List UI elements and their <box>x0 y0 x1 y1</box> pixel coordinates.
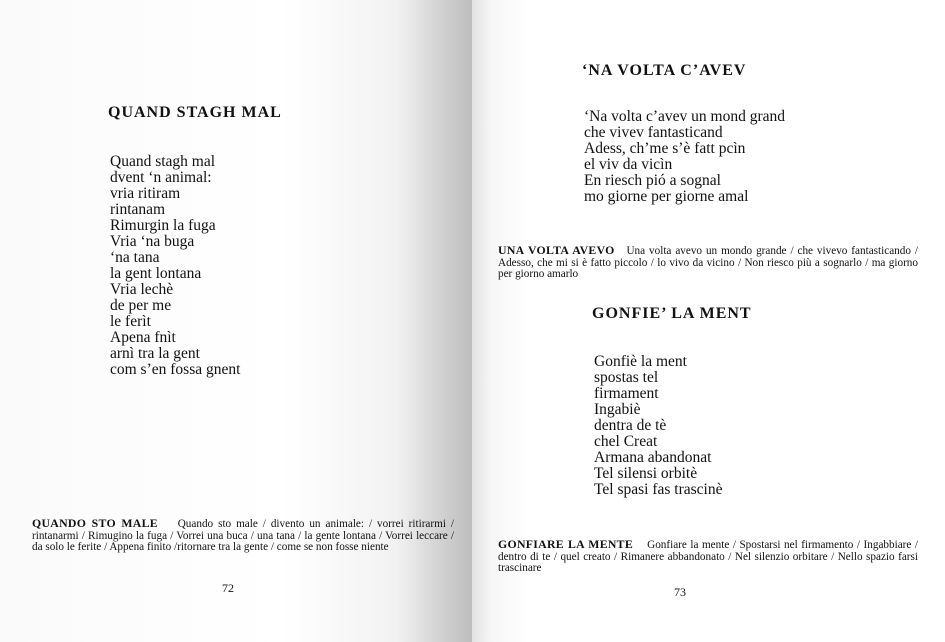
translation-text: Quando sto male / divento un animale: / vorrei ritirarmi / rintanarmi / Rimugino la fuga / Vorrei una buca / una tana / la gente lontana / Vorrei leccare / da solo le ferite / Appena finito /ritornare tra la gente / come se non fosse niente <box>32 518 454 553</box>
poem-line: firmament <box>594 385 659 402</box>
poem-line: de per me <box>110 297 172 314</box>
poem-title: GONFIE’ LA MENT <box>592 305 752 322</box>
poem-line: Quand stagh mal <box>110 153 216 170</box>
poem-line: dvent ‘n animal: <box>110 169 212 186</box>
translation-block <box>498 539 918 575</box>
page-number: 73 <box>674 585 686 599</box>
translation-block <box>32 518 454 554</box>
left-page <box>0 0 472 642</box>
poem-line: Ingabiè <box>594 401 641 418</box>
poem-line: ‘Na volta c’avev un mond grand <box>584 108 786 125</box>
poem-line: arnì tra la gent <box>110 345 200 362</box>
poem-line: Rimurgin la fuga <box>110 217 216 234</box>
poem-line: chel Creat <box>594 433 658 450</box>
poem-line: Vria lechè <box>110 281 174 298</box>
translation-block <box>498 245 918 281</box>
poem-line: vria ritiram <box>110 185 181 202</box>
translation-text: Gonfiare la mente / Spostarsi nel firmamento / Ingabbiare / dentro di te / quel creato / Rimanere abbandonato / Nel silenzio orbitare / Nello spazio farsi trascinare <box>498 539 918 574</box>
poem-lines <box>594 354 722 498</box>
poem-lines <box>110 154 240 378</box>
poem-line: Gonfiè la ment <box>594 353 687 370</box>
poem-line: Apena fnìt <box>110 329 176 346</box>
translation-title: GONFIARE LA MENTE <box>498 537 634 551</box>
poem-line: mo giorne per giorne amal <box>584 188 749 205</box>
poem-line: com s’en fossa gnent <box>110 361 241 378</box>
poem-title: ‘NA VOLTA C’AVEV <box>582 62 747 79</box>
poem-line: spostas tel <box>594 369 659 386</box>
poem-line: ‘na tana <box>110 249 160 266</box>
poem-line: la gent lontana <box>110 265 202 282</box>
page-number: 72 <box>222 581 234 595</box>
poem-title: QUAND STAGH MAL <box>108 104 282 121</box>
poem-line: el viv da vicìn <box>584 156 673 173</box>
poem-line: Adess, ch’me s’è fatt pcìn <box>584 140 746 157</box>
translation-title: QUANDO STO MALE <box>32 516 158 530</box>
poem-line: Tel spasi fas trascinè <box>594 481 723 498</box>
translation-title: UNA VOLTA AVEVO <box>498 243 615 257</box>
poem-lines <box>584 109 785 205</box>
poem-line: le ferìt <box>110 313 151 330</box>
poem-line: che vivev fantasticand <box>584 124 723 141</box>
poem-line: En riesch pió a sognal <box>584 172 721 189</box>
right-page <box>472 0 945 642</box>
poem-line: rintanam <box>110 201 166 218</box>
poem-line: Armana abandonat <box>594 449 712 466</box>
translation-text: Una volta avevo un mondo grande / che vivevo fantasticando / Adesso, che mi si è fatto piccolo / lo vivo da vicino / Non riesco più a sognarlo / ma giorno per giorno amarlo <box>498 245 918 280</box>
poem-line: Vria ‘na buga <box>110 233 195 250</box>
poem-line: dentra de tè <box>594 417 667 434</box>
poem-line: Tel silensi orbitè <box>594 465 698 482</box>
